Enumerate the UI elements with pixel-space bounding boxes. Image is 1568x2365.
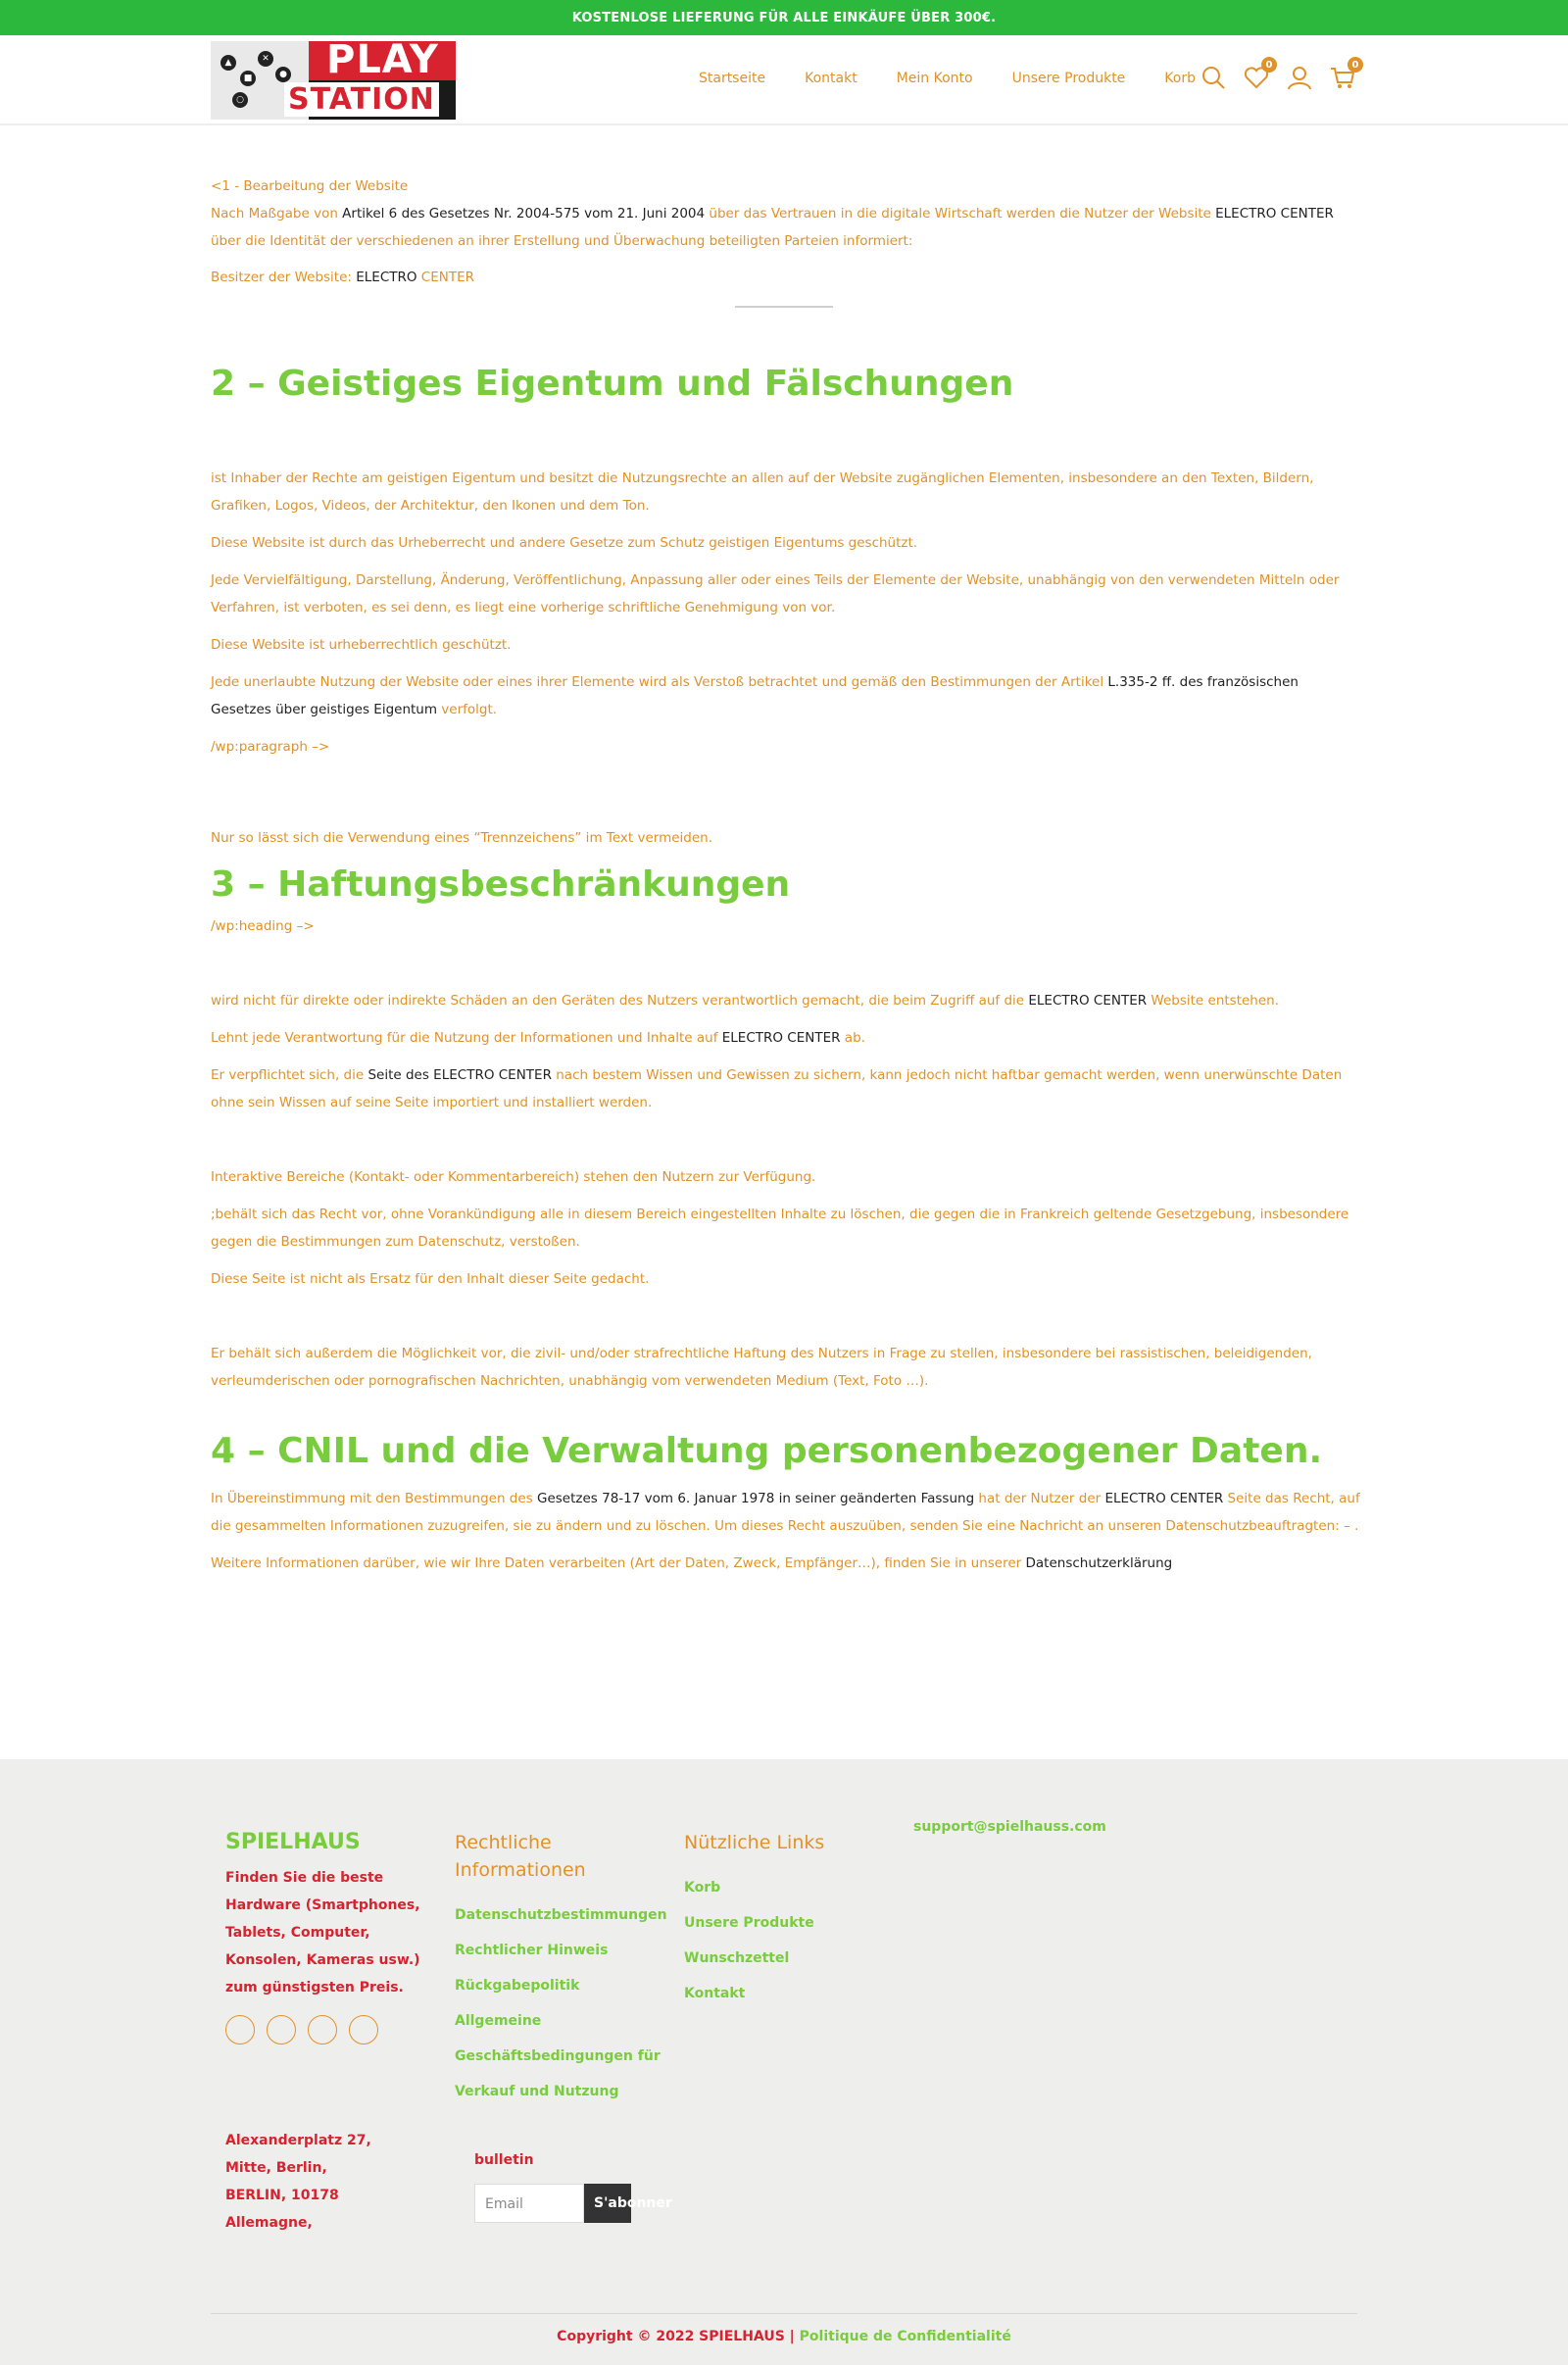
main-nav xyxy=(699,71,1196,86)
section3-p0: /wp:heading –> xyxy=(211,918,315,934)
logo-text-play: PLAY xyxy=(326,37,439,82)
section3-p5: ;behält sich das Recht vor, ohne Vorankündigung alle in diesem Bereich eingestellten Inhalte zu löschen, die gegen die in Frankreich geltende Gesetzgebung, insbesondere gegen die Bestimmungen zum Datenschutz, verstoßen. xyxy=(211,1207,1349,1250)
useful-link-wunschzettel[interactable]: Wunschzettel xyxy=(684,1950,790,1966)
nav-kontakt[interactable]: Kontakt xyxy=(805,71,858,86)
nav-startseite[interactable]: Startseite xyxy=(698,71,766,86)
heart-icon[interactable] xyxy=(1244,59,1273,90)
controller-graphic: ▲ ■ ✕ ● ○ xyxy=(211,41,309,120)
facebook-icon[interactable] xyxy=(225,2015,255,2045)
section4-title: 4 – CNIL und die Verwaltung personenbezogener Daten. xyxy=(211,1431,1323,1471)
section3-p3: Er verpflichtet sich, die Seite des ELECTRO CENTER nach bestem Wissen und Gewissen zu sichern, kann jedoch nicht haftbar gemacht werden, wenn unerwünschte Daten ohne sein Wissen auf seine Seite importiert und installiert werden. xyxy=(211,1067,1343,1110)
useful-link-korb[interactable]: Korb xyxy=(684,1880,721,1896)
promo-text: KOSTENLOSE LIEFERUNG FÜR ALLE EINKÄUFE ÜBER 300€. xyxy=(571,10,997,25)
footer-about xyxy=(225,1829,421,2045)
section1-heading: <1 - Bearbeitung der Website xyxy=(211,178,409,194)
user-icon[interactable] xyxy=(1287,65,1312,90)
section1-owner: Besitzer der Website: ELECTRO CENTER xyxy=(211,270,475,285)
footer-tagline: Finden Sie die beste Hardware (Smartphones, Tablets, Computer, Konsolen, Kameras usw.) zum günstigsten Preis. xyxy=(225,1870,420,1995)
section3-p1: wird nicht für direkte oder indirekte Schäden an den Geräten des Nutzers verantwortlich gemacht, die beim Zugriff auf die ELECTRO CENTER Website entstehen. xyxy=(211,993,1280,1009)
section4-p1: In Übereinstimmung mit den Bestimmungen des Gesetzes 78-17 vom 6. Januar 1978 in seiner geänderten Fassung hat der Nutzer der ELECTRO CENTER Seite das Recht, auf die gesammelten Informationen zuzugreifen, sie zu ändern und zu löschen. Um dieses Recht auszuüben, senden Sie eine Nachricht an unseren Datenschutzbeauftragten: – . xyxy=(211,1491,1360,1534)
footer-brand: SPIELHAUS xyxy=(225,1830,361,1854)
privacy-link[interactable]: Politique de Confidentialité xyxy=(799,2329,1011,2344)
section2-p3: Jede Vervielfältigung, Darstellung, Änderung, Veröffentlichung, Anpassung aller oder eines Teils der Elemente der Website, unabhängig von den verwendeten Mitteln oder Verfahren, ist verboten, es sei denn, es liegt eine vorherige schriftliche Genehmigung von vor. xyxy=(211,572,1340,616)
cart-count-badge: 0 xyxy=(1348,57,1363,73)
section3-title: 3 – Haftungsbeschränkungen xyxy=(211,864,791,905)
section1-intro: Nach Maßgabe von Artikel 6 des Gesetzes Nr. 2004-575 vom 21. Juni 2004 über das Vertrauen in die digitale Wirtschaft werden die Nutzer der Website ELECTRO CENTER über die Identität der verschiedenen an ihrer Erstellung und Überwachung beteiligten Parteien informiert: xyxy=(211,206,1334,249)
legal-link-datenschutz[interactable]: Datenschutzbestimmungen xyxy=(455,1907,667,1923)
section2-p7: Nur so lässt sich die Verwendung eines “Trennzeichens” im Text vermeiden. xyxy=(211,830,713,846)
section2-p4: Diese Website ist urheberrechtlich geschützt. xyxy=(211,637,512,653)
support-email[interactable]: support@spielhauss.com xyxy=(913,1819,1106,1835)
promo-bar xyxy=(0,0,1568,35)
legal-link-hinweis[interactable]: Rechtlicher Hinweis xyxy=(455,1943,609,1958)
legal-link-agb[interactable]: Geschäftsbedingungen für Verkauf und Nutzung xyxy=(455,2048,661,2099)
search-icon[interactable] xyxy=(1200,65,1226,90)
privacy-policy-link[interactable]: Datenschutzerklärung xyxy=(1025,1555,1173,1571)
cart-icon[interactable] xyxy=(1330,59,1359,90)
section2-title: 2 – Geistiges Eigentum und Fälschungen xyxy=(211,364,1014,404)
nav-unsere-produkte[interactable]: Unsere Produkte xyxy=(1011,71,1126,86)
wishlist-count-badge: 0 xyxy=(1261,57,1277,73)
nav-korb[interactable]: Korb xyxy=(1164,71,1196,86)
social-links xyxy=(225,2015,421,2045)
section3-p7: Er behält sich außerdem die Möglichkeit vor, die zivil- und/oder strafrechtliche Haftung des Nutzers in Frage zu stellen, insbesondere bei rassistischen, beleidigenden, verleumderischen oder pornografischen Nachrichten, unabhängig vom verwendeten Medium (Text, Foto …). xyxy=(211,1346,1312,1389)
logo-text-station: STATION xyxy=(284,82,439,117)
newsletter xyxy=(474,2146,672,2223)
section2-p5: Jede unerlaubte Nutzung der Website oder eines ihrer Elemente wird als Verstoß betrachtet und gemäß den Bestimmungen der Artikel L.335-2 ff. des französischen Gesetzes über geistiges Eigentum verfolgt. xyxy=(211,674,1298,717)
section2-p1: ist Inhaber der Rechte am geistigen Eigentum und besitzt die Nutzungsrechte an allen auf der Website zugänglichen Elementen, insbesondere an den Texten, Bildern, Grafiken, Logos, Videos, der Architektur, den Ikonen und dem Ton. xyxy=(211,470,1314,514)
section-divider xyxy=(735,306,833,308)
useful-link-produkte[interactable]: Unsere Produkte xyxy=(684,1915,814,1931)
subscribe-button[interactable]: S'abonner xyxy=(584,2184,631,2223)
useful-title: Nützliche Links xyxy=(684,1832,825,1853)
section2-p2: Diese Website ist durch das Urheberrecht und andere Gesetze zum Schutz geistigen Eigentums geschützt. xyxy=(211,535,918,551)
legal-link-rueckgabe[interactable]: Rückgabepolitik xyxy=(455,1978,580,1994)
twitter-icon[interactable] xyxy=(267,2015,296,2045)
useful-link-kontakt[interactable]: Kontakt xyxy=(684,1986,746,2001)
section4-p2: Weitere Informationen darüber, wie wir Ihre Daten verarbeiten (Art der Daten, Zweck, Empfänger…), finden Sie in unserer Datenschutzerklärung xyxy=(211,1555,1173,1571)
legal-content xyxy=(211,172,1362,1577)
section3-p6: Diese Seite ist nicht als Ersatz für den Inhalt dieser Seite gedacht. xyxy=(211,1271,650,1287)
footer-useful xyxy=(684,1829,880,2011)
section3-p2: Lehnt jede Verantwortung für die Nutzung der Informationen und Inhalte auf ELECTRO CENTER ab. xyxy=(211,1030,865,1046)
site-logo[interactable] xyxy=(211,37,456,120)
youtube-icon[interactable] xyxy=(349,2015,378,2045)
legal-link-allgemeine[interactable]: Allgemeine xyxy=(455,2013,542,2029)
site-header xyxy=(0,35,1568,125)
newsletter-label: bulletin xyxy=(474,2152,534,2168)
copyright: Copyright © 2022 SPIELHAUS | Politique de Confidentialité xyxy=(557,2329,1011,2344)
legal-title: Rechtliche Informationen xyxy=(455,1832,586,1881)
footer-legal xyxy=(455,1829,667,2109)
nav-mein-konto[interactable]: Mein Konto xyxy=(896,71,973,86)
section3-p4: Interaktive Bereiche (Kontakt- oder Kommentarbereich) stehen den Nutzern zur Verfügung. xyxy=(211,1169,816,1185)
newsletter-email-input[interactable]: Email xyxy=(474,2184,584,2223)
footer-divider xyxy=(211,2313,1357,2314)
instagram-icon[interactable] xyxy=(308,2015,337,2045)
section2-p6: /wp:paragraph –> xyxy=(211,739,330,755)
header-icons xyxy=(1200,59,1359,90)
footer-address: Alexanderplatz 27, Mitte, Berlin, BERLIN, 10178 Allemagne, xyxy=(225,2133,371,2231)
